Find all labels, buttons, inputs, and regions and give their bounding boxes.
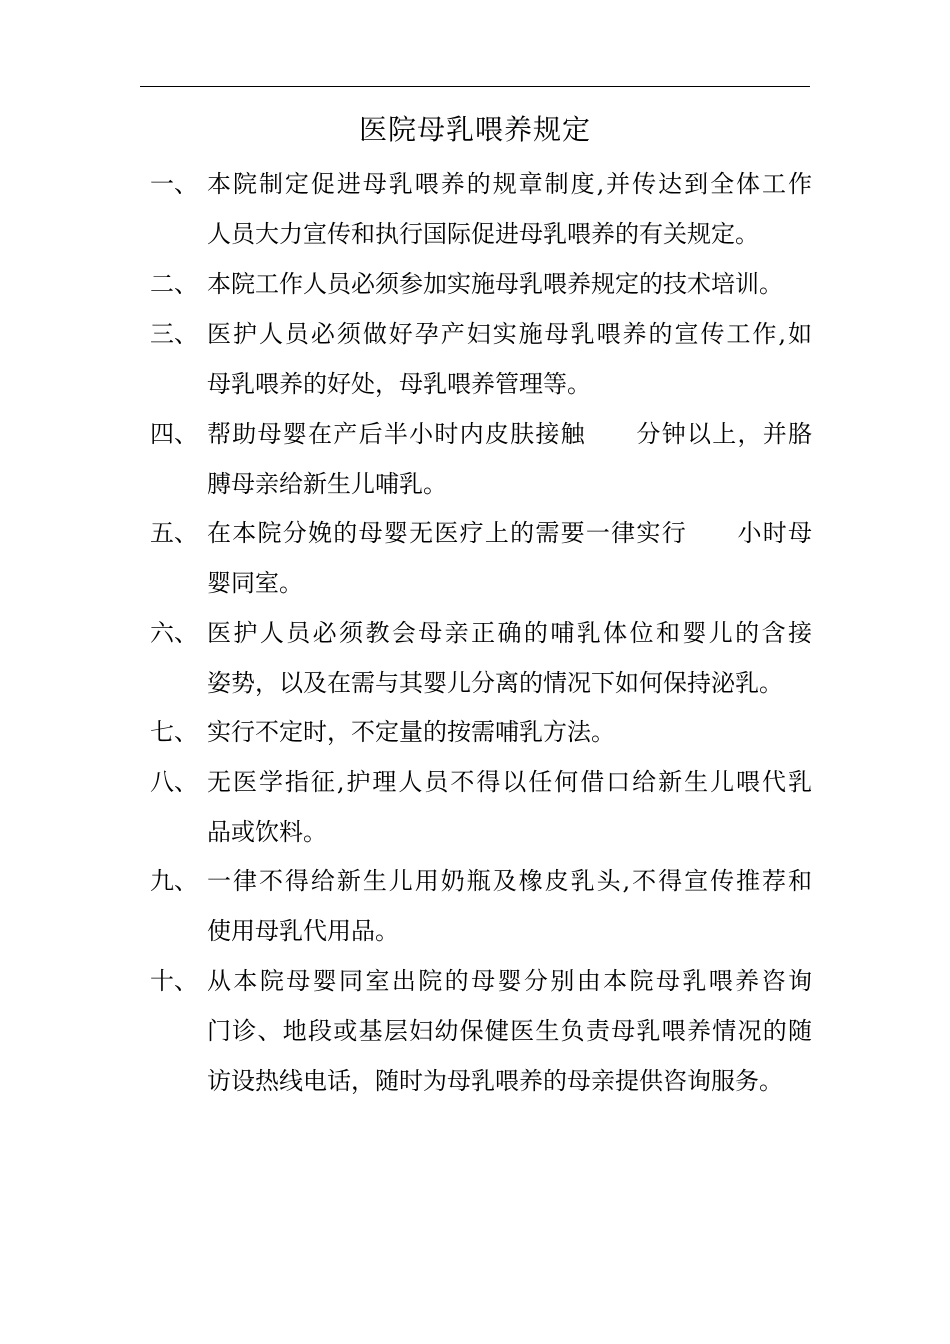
clause-line: 母乳喂养的好处，母乳喂养管理等。 (207, 370, 591, 398)
clause-line: 帮助母婴在产后半小时内皮肤接触 分钟以上，并胳 (207, 420, 812, 448)
clause-line: 品或饮料。 (207, 818, 327, 846)
clause-line: 本院制定促进母乳喂养的规章制度,并传达到全体工作 (207, 170, 812, 198)
clause-line: 门诊、地段或基层妇幼保健医生负责母乳喂养情况的随 (207, 1017, 812, 1045)
clause-line: 一律不得给新生儿用奶瓶及橡皮乳头,不得宣传推荐和 (207, 867, 812, 895)
clause-number: 四、 (150, 420, 198, 448)
clause-number: 九、 (150, 867, 198, 895)
clause-line: 实行不定时，不定量的按需哺乳方法。 (207, 718, 615, 746)
clause-line: 姿势，以及在需与其婴儿分离的情况下如何保持泌乳。 (207, 669, 783, 697)
clause-line: 访设热线电话，随时为母乳喂养的母亲提供咨询服务。 (207, 1067, 783, 1095)
clause-line: 医护人员必须做好孕产妇实施母乳喂养的宣传工作,如 (207, 320, 812, 348)
clause-line: 使用母乳代用品。 (207, 917, 399, 945)
clause-number: 六、 (150, 619, 198, 647)
clause-number: 一、 (150, 170, 198, 198)
clause-number: 十、 (150, 967, 198, 995)
clause-number: 五、 (150, 519, 198, 547)
clause-line: 婴同室。 (207, 569, 303, 597)
clause-line: 本院工作人员必须参加实施母乳喂养规定的技术培训。 (207, 270, 783, 298)
clause-line: 在本院分娩的母婴无医疗上的需要一律实行 小时母 (207, 519, 812, 547)
clause-number: 七、 (150, 718, 198, 746)
document-title: 医院母乳喂养规定 (358, 113, 591, 146)
clause-line: 从本院母婴同室出院的母婴分别由本院母乳喂养咨询 (207, 967, 812, 995)
clause-line: 无医学指征,护理人员不得以任何借口给新生儿喂代乳 (207, 768, 812, 796)
clause-number: 三、 (150, 320, 198, 348)
clause-number: 八、 (150, 768, 198, 796)
header-rule (140, 86, 810, 87)
clause-line: 人员大力宣传和执行国际促进母乳喂养的有关规定。 (207, 220, 759, 248)
clause-number: 二、 (150, 270, 198, 298)
clause-line: 医护人员必须教会母亲正确的哺乳体位和婴儿的含接 (207, 619, 812, 647)
clause-line: 膊母亲给新生儿哺乳。 (207, 470, 447, 498)
